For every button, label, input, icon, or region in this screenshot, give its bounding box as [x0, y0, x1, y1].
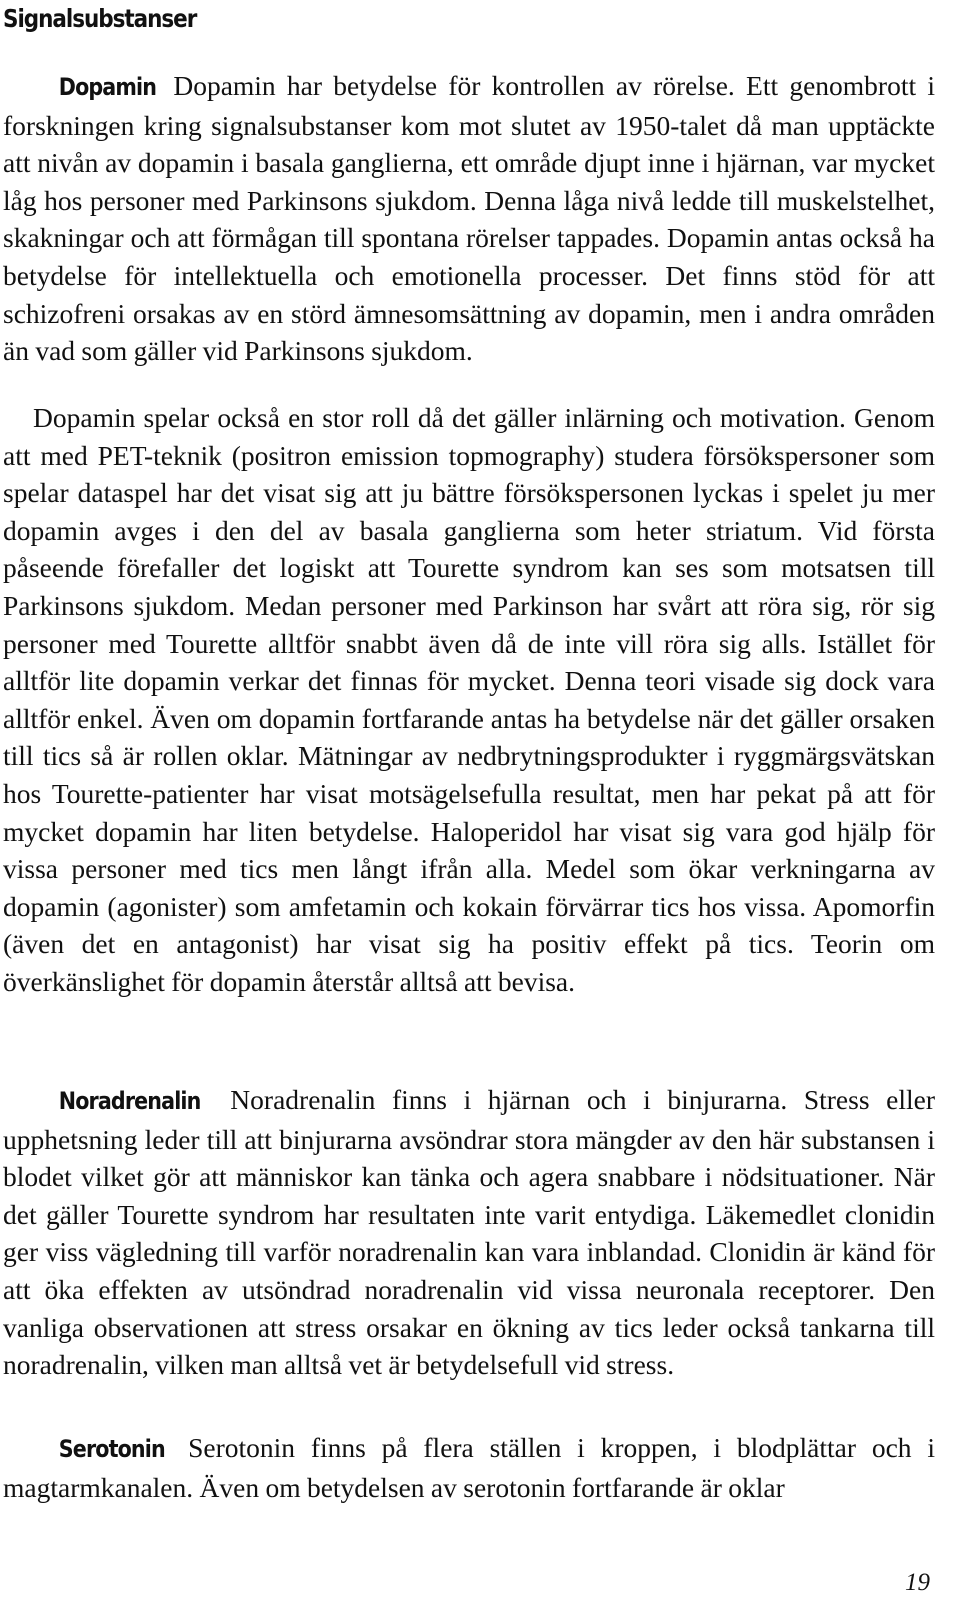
dopamin-term: Dopamin	[58, 73, 157, 101]
dopamin-paragraph	[3, 67, 935, 370]
noradrenalin-text: Noradrenalin finns i hjärnan och i binjurarna. Stress eller upphetsning leder till att binjurarna avsöndrar stora mängder av den här substansen i blodet vilket gör att människor kan tänka och agera snabbare i nödsituationer. När det gäller Tourette syndrom har resultaten inte varit entydiga. Läkemedlet clonidin ger viss vägledning till varför noradrenalin kan vara inblandad. Clonidin är känd för att öka effekten av utsöndrad noradrenalin vid vissa neuronala receptorer. Den vanliga observationen att stress orsakar en ökning av tics leder också tankarna till noradrenalin, vilken man alltså vet är betydelsefull vid stress.	[3, 1084, 935, 1381]
serotonin-text: Serotonin finns på flera ställen i kroppen, i blodplättar och i magtarmkanalen. Även om betydelsen av serotonin fortfarande är oklar	[3, 1432, 935, 1503]
dopamin-text: Dopamin har betydelse för kontrollen av rörelse. Ett genombrott i forskningen kring signalsubstanser kom mot slutet av 1950-talet då man upptäckte att nivån av dopamin i basala ganglierna, ett område djupt inne i hjärnan, var mycket låg hos personer med Parkinsons sjukdom. Denna låga nivå ledde till muskelstelhet, skakningar och att förmågan till spontana rörelser tappades. Dopamin antas också ha betydelse för intellektuella och emotionella processer. Det finns stöd för att schizofreni orsakas av en störd ämnesomsättning av dopamin, men i andra områden än vad som gäller vid Parkinsons sjukdom.	[3, 70, 935, 367]
section-title: Signalsubstanser	[3, 4, 197, 33]
dopamin-text-2: Dopamin spelar också en stor roll då det gäller inlärning och motivation. Genom att med PET-teknik (positron emission topmography) studera försökspersoner som spelar dataspel har det visat sig att ju bättre försökspersonen lyckas i spelet ju mer dopamin avges i den del av basala ganglierna som heter striatum. Vid första påseende förefaller det logiskt att Tourette syndrom kan ses som motsatsen till Parkinsons sjukdom. Medan personer med Parkinson har svårt att röra sig, rör sig personer med Tourette alltför snabbt även då de inte vill röra sig alls. Istället för alltför lite dopamin verkar det finnas för mycket. Denna teori visade sig dock vara alltför enkel. Även om dopamin fortfarande antas ha betydelse när det gäller orsaken till tics så är rollen oklar. Mätningar av nedbrytningsprodukter i ryggmärgsvätskan hos Tourette-patienter har visat motsägelsefulla resultat, men har pekat på att för mycket dopamin har liten betydelse. Haloperidol har visat sig vara god hjälp för vissa personer med tics men långt ifrån alla. Medel som ökar verkningarna av dopamin (agonister) som amfetamin och kokain förvärrar tics hos vissa. Apomorfin (även det en antagonist) har visat sig ha positiv effekt på tics. Teorin om överkänslighet för dopamin återstår alltså att bevisa.	[3, 402, 935, 997]
dopamin-paragraph-2	[3, 399, 935, 1001]
serotonin-paragraph	[3, 1429, 935, 1506]
serotonin-term: Serotonin	[58, 1435, 165, 1463]
noradrenalin-paragraph	[3, 1081, 935, 1384]
page-number: 19	[905, 1569, 930, 1596]
noradrenalin-term: Noradrenalin	[58, 1087, 201, 1115]
